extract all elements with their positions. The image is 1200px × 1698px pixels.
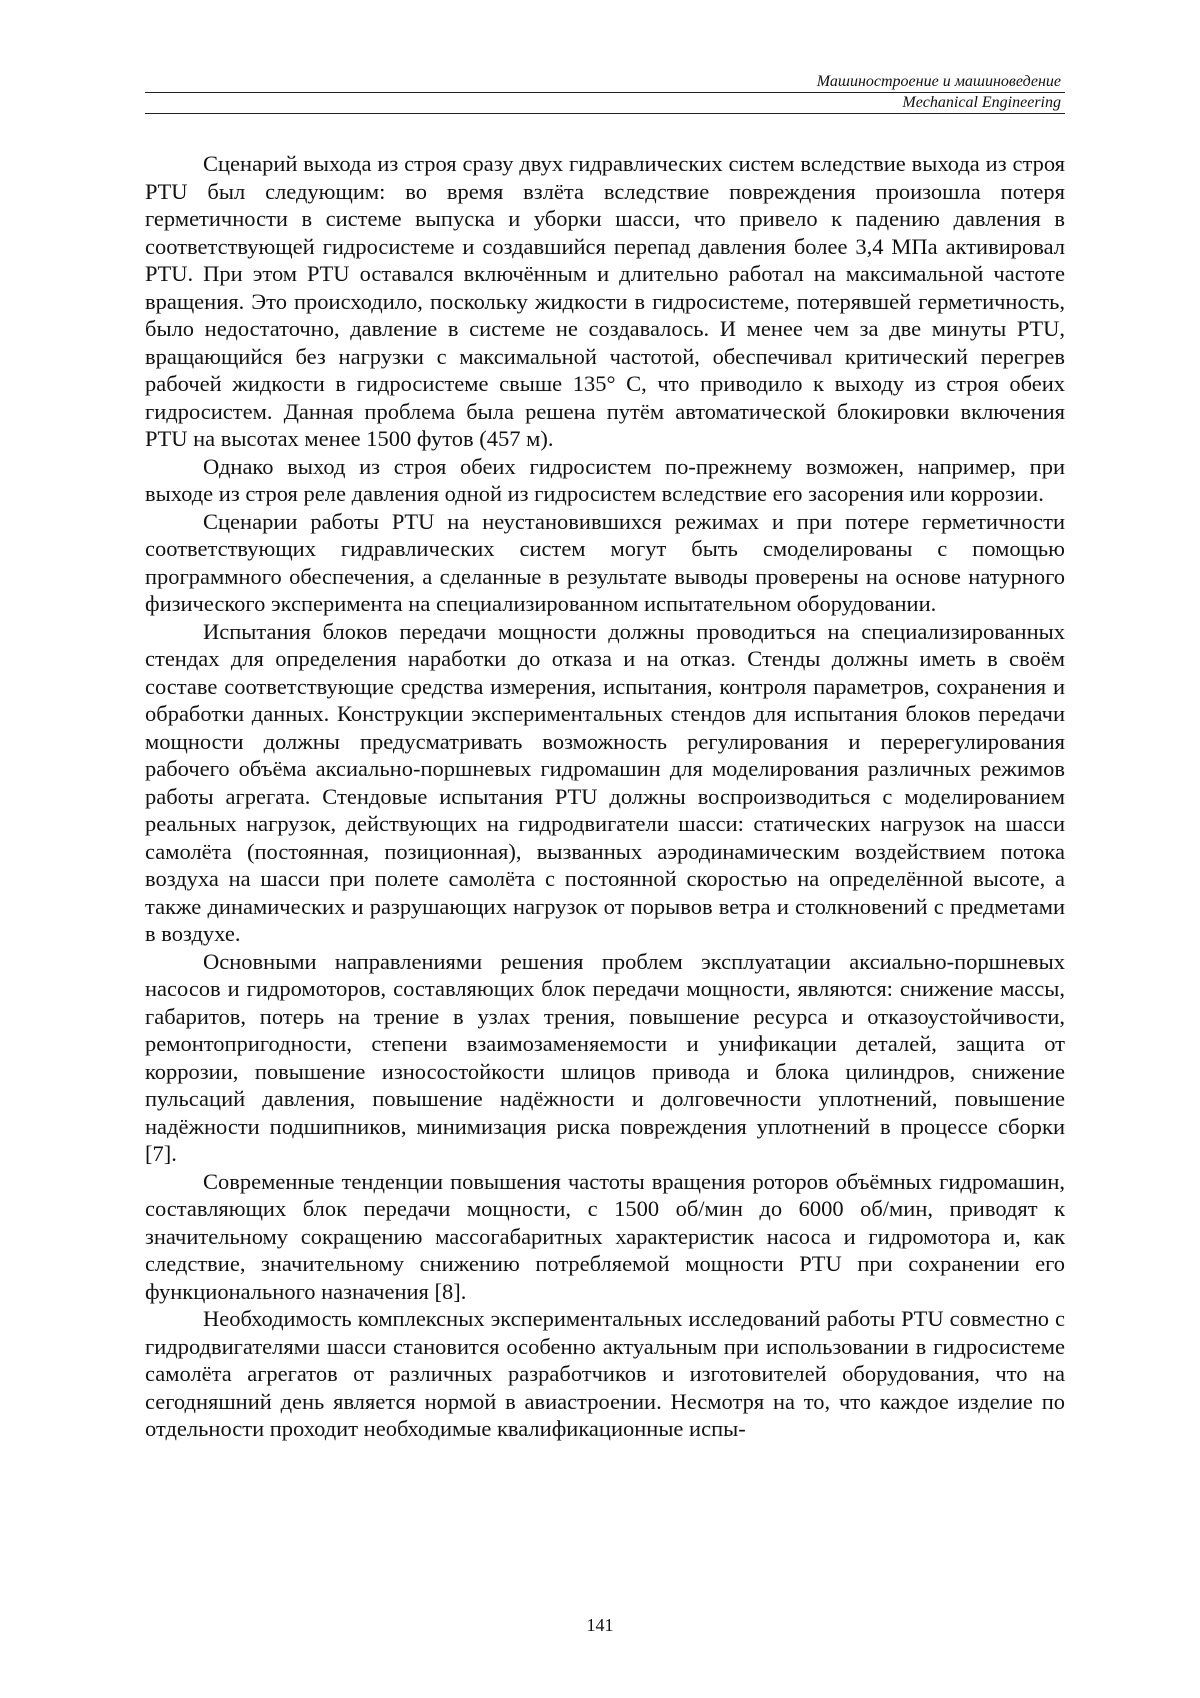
- paragraph: Испытания блоков передачи мощности должны проводиться на специализированных стендах для определения наработки до отказа и на отказ. Стенды должны иметь в своём составе соответствующие средства измерения, испытания, контроля параметров, сохранения и обработки данных. Конструкции экспериментальных стендов для испытания блоков передачи мощности должны предусматривать возможность регулирования и перерегулирования рабочего объёма аксиально-поршневых гидромашин для моделирования различных режимов работы агрегата. Стендовые испытания PTU должны воспроизводиться с моделированием реальных нагрузок, действующих на гидродвигатели шасси: статических нагрузок на шасси самолёта (постоянная, позиционная), вызванных аэродинамическим воздействием потока воздуха на шасси при полете самолёта с постоянной скоростью на определённой высоте, а также динамических и разрушающих нагрузок от порывов ветра и столкновений с предметами в воздухе.: [145, 618, 1065, 948]
- paragraph: Необходимость комплексных экспериментальных исследований работы PTU совместно с гидродвигателями шасси становится особенно актуальным при использовании в гидросистеме самолёта агрегатов от различных разработчиков и изготовителей оборудования, что на сегодняшний день является нормой в авиастроении. Несмотря на то, что каждое изделие по отдельности проходит необходимые квалификационные испы-: [145, 1305, 1065, 1443]
- paragraph: Современные тенденции повышения частоты вращения роторов объёмных гидромашин, составляющих блок передачи мощности, с 1500 об/мин до 6000 об/мин, приводят к значительному сокращению массогабаритных характеристик насоса и гидромотора и, как следствие, значительному снижению потребляемой мощности PTU при сохранении его функционального назначения [8].: [145, 1168, 1065, 1306]
- running-head: [145, 72, 1065, 114]
- paragraph: Сценарии работы PTU на неустановившихся режимах и при потере герметичности соответствующих гидравлических систем могут быть смоделированы с помощью программного обеспечения, а сделанные в результате выводы проверены на основе натурного физического эксперимента на специализированном испытательном оборудовании.: [145, 508, 1065, 618]
- journal-title-en: Mechanical Engineering: [145, 93, 1065, 114]
- paragraph: Однако выход из строя обеих гидросистем по-прежнему возможен, например, при выходе из строя реле давления одной из гидросистем вследствие его засорения или коррозии.: [145, 453, 1065, 508]
- paragraph: Сценарий выхода из строя сразу двух гидравлических систем вследствие выхода из строя PTU был следующим: во время взлёта вследствие повреждения произошла потеря герметичности в системе выпуска и уборки шасси, что привело к падению давления в соответствующей гидросистеме и создавшийся перепад давления более 3,4 МПа активировал PTU. При этом PTU оставался включённым и длительно работал на максимальной частоте вращения. Это происходило, поскольку жидкости в гидросистеме, потерявшей герметичность, было недостаточно, давление в системе не создавалось. И менее чем за две минуты PTU, вращающийся без нагрузки с максимальной частотой, обеспечивал критический перегрев рабочей жидкости в гидросистеме свыше 135° С, что приводило к выходу из строя обеих гидросистем. Данная проблема была решена путём автоматической блокировки включения PTU на высотах менее 1500 футов (457 м).: [145, 150, 1065, 453]
- paragraph: Основными направлениями решения проблем эксплуатации аксиально-поршневых насосов и гидромоторов, составляющих блок передачи мощности, являются: снижение массы, габаритов, потерь на трение в узлах трения, повышение ресурса и отказоустойчивости, ремонтопригодности, степени взаимозаменяемости и унификации деталей, защита от коррозии, повышение износостойкости шлицов привода и блока цилиндров, снижение пульсаций давления, повышение надёжности и долговечности уплотнений, повышение надёжности подшипников, минимизация риска повреждения уплотнений в процессе сборки [7].: [145, 948, 1065, 1168]
- page-number: 141: [0, 1614, 1200, 1636]
- article-body: [145, 150, 1065, 1443]
- journal-title-ru: Машиностроение и машиноведение: [145, 72, 1065, 93]
